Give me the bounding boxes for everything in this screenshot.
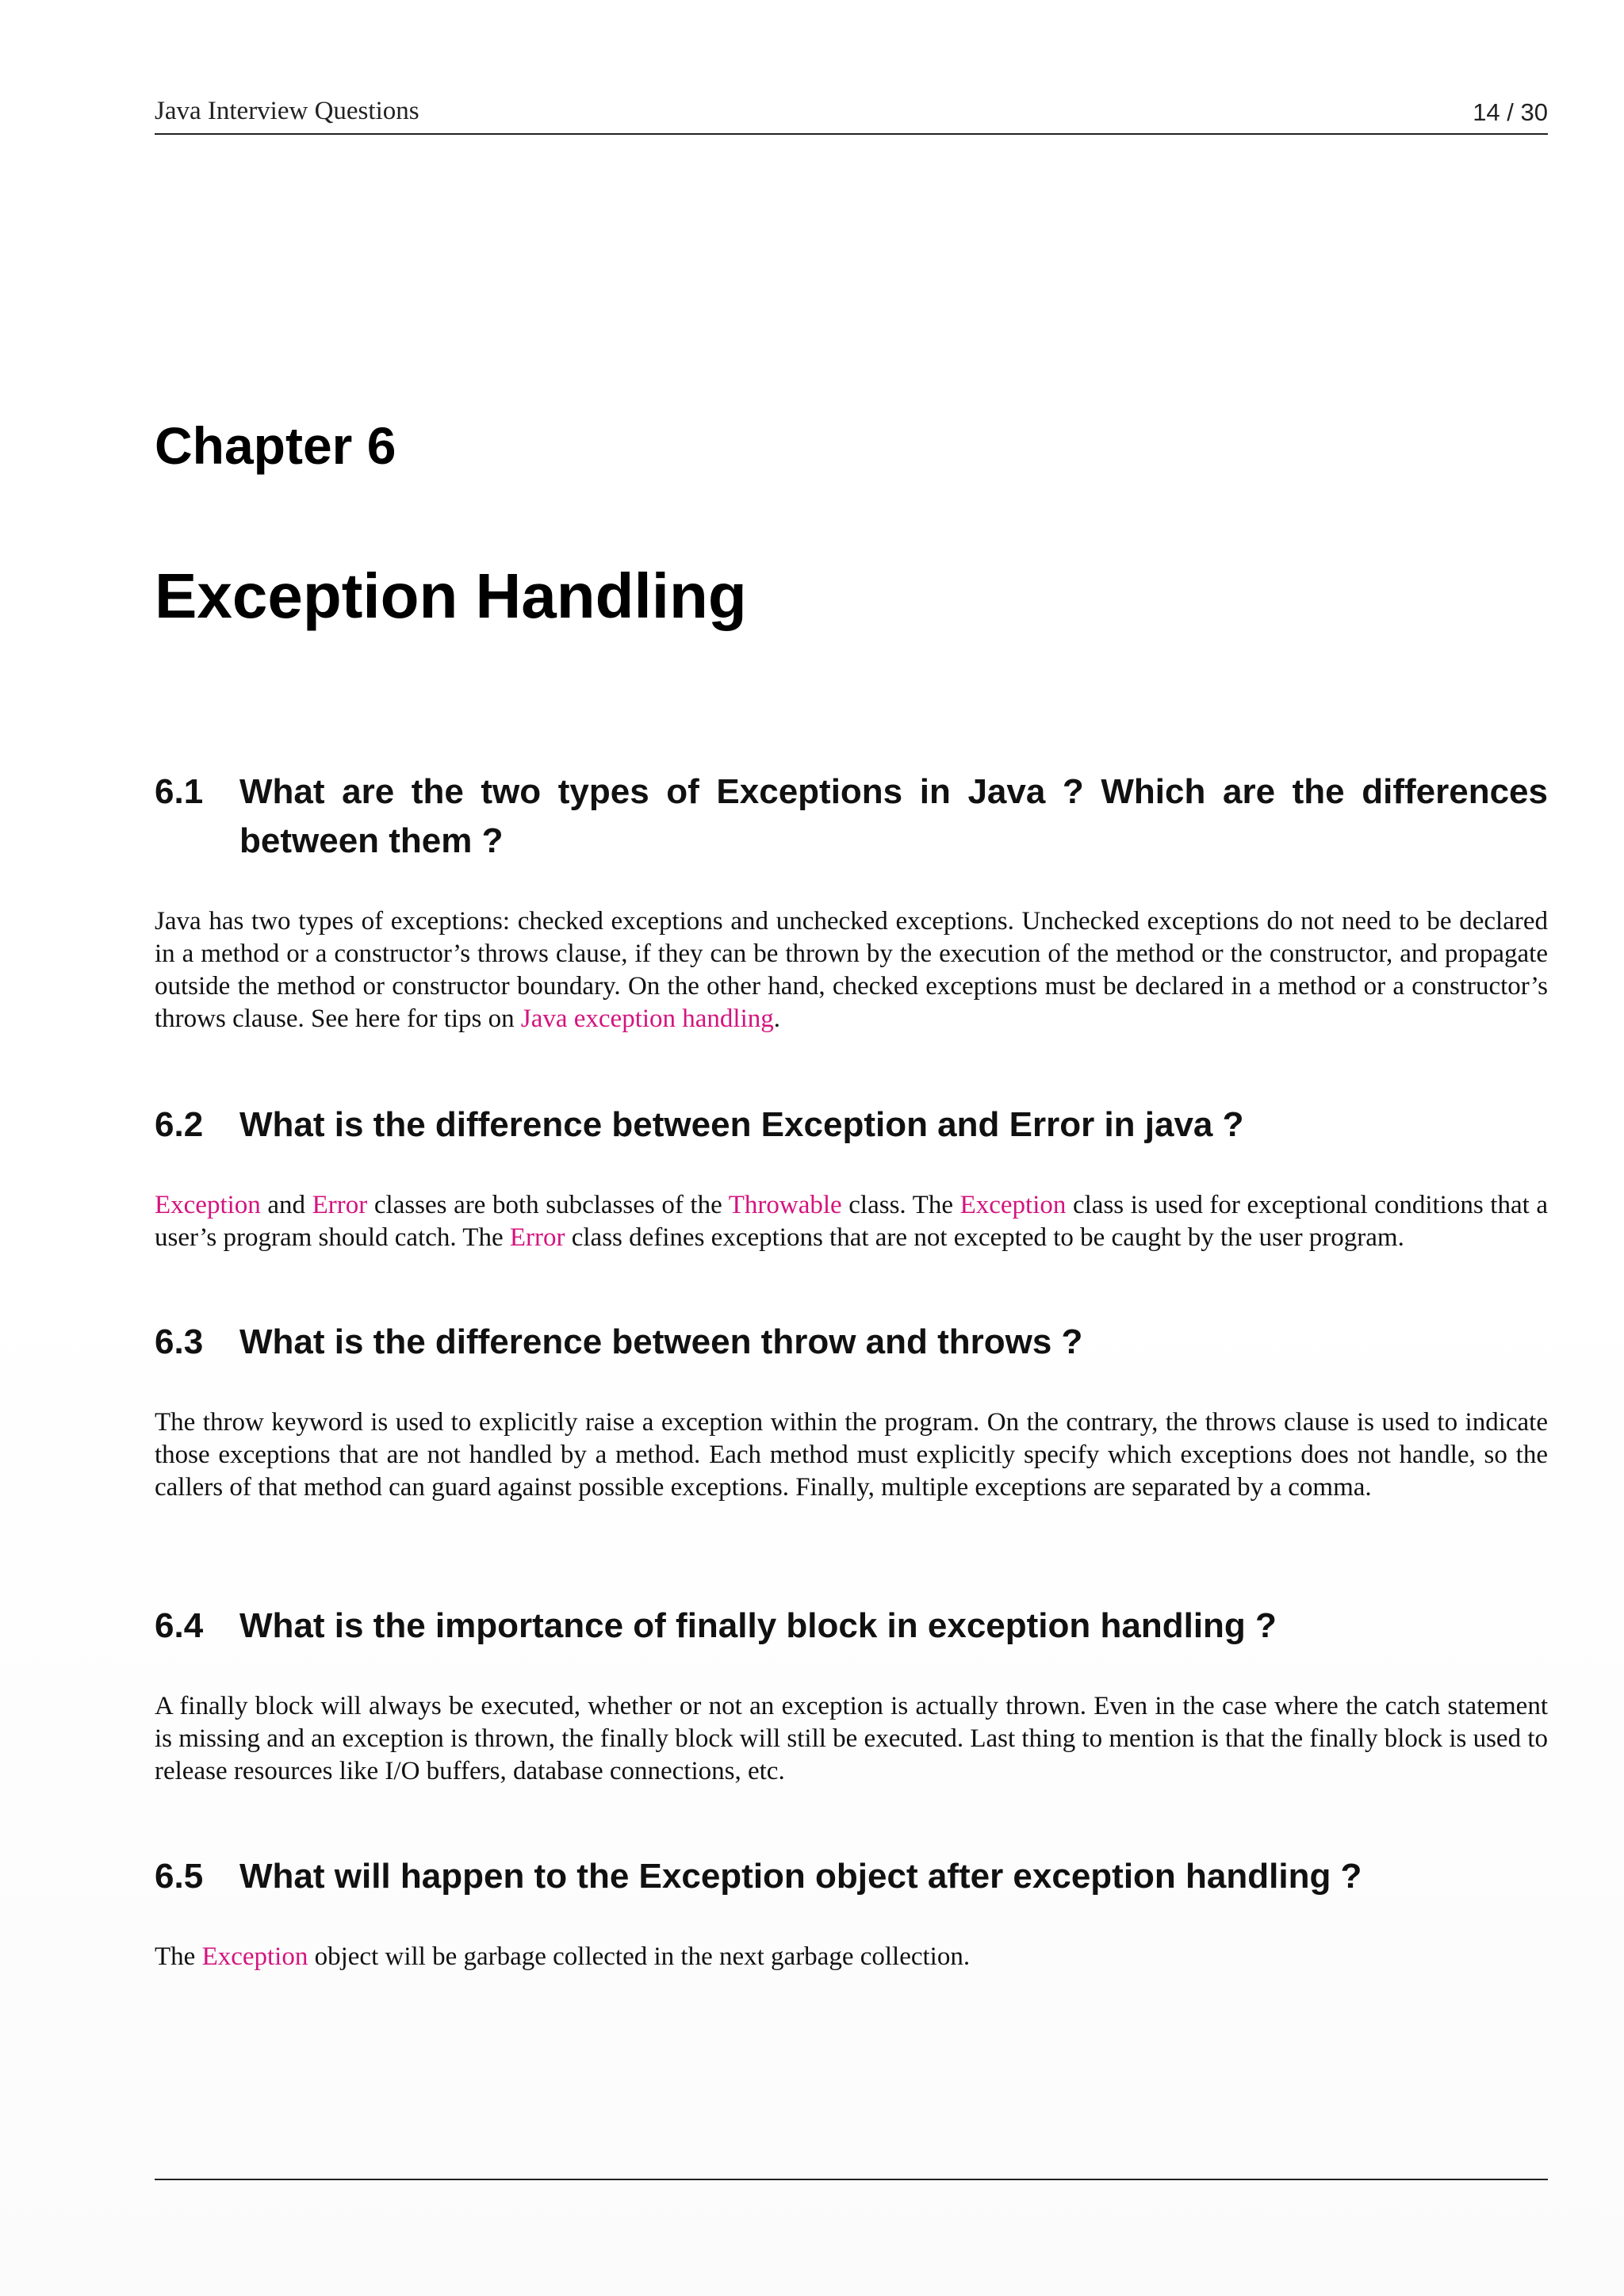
footer-rule bbox=[155, 2179, 1548, 2180]
error-link[interactable]: Error bbox=[312, 1191, 368, 1219]
body-text: class defines exceptions that are not excepted to be caught by the user program. bbox=[565, 1223, 1404, 1252]
throwable-link[interactable]: Throwable bbox=[728, 1191, 842, 1219]
section-number: 6.1 bbox=[155, 772, 204, 811]
section-title: What is the difference between Exception and Error in java ? bbox=[239, 1105, 1244, 1144]
document-title: Java Interview Questions bbox=[155, 97, 419, 125]
section-title: What will happen to the Exception object after exception handling ? bbox=[239, 1857, 1362, 1896]
section-heading-6-2 bbox=[155, 1100, 1548, 1150]
section-body-6-2 bbox=[155, 1189, 1548, 1254]
running-header bbox=[155, 94, 1548, 135]
body-text: The bbox=[155, 1942, 202, 1971]
error-link[interactable]: Error bbox=[509, 1223, 565, 1252]
section-title: What is the importance of finally block in exception handling ? bbox=[239, 1606, 1277, 1645]
body-text: class. The bbox=[841, 1191, 960, 1219]
section-heading-6-3 bbox=[155, 1318, 1548, 1367]
exception-link[interactable]: Exception bbox=[959, 1191, 1067, 1219]
exception-link[interactable]: Exception bbox=[201, 1942, 308, 1971]
section-body-6-1 bbox=[155, 905, 1548, 1035]
section-title: What are the two types of Exceptions in Java ? Which are the differences between them ? bbox=[239, 772, 1548, 860]
body-text: classes are both subclasses of the bbox=[367, 1191, 729, 1219]
section-body-6-3 bbox=[155, 1406, 1548, 1504]
body-text: Java has two types of exceptions: checked exceptions and unchecked exceptions. Unchecked exceptions do not need to be declared in a method or a constructor’s throws clause, if they can be thrown by the execution of the method or the constructor, and propagate outside the method or constructor boundary. On the other hand, checked exceptions must be declared in a method or a constructor’s throws clause. See here for tips on bbox=[155, 907, 1548, 1033]
exception-link[interactable]: Exception bbox=[155, 1191, 261, 1219]
body-text: object will be garbage collected in the next garbage collection. bbox=[308, 1942, 971, 1971]
java-exception-handling-link[interactable]: Java exception handling bbox=[520, 1004, 774, 1033]
body-text: and bbox=[260, 1191, 312, 1219]
section-heading-6-4 bbox=[155, 1601, 1548, 1651]
section-number: 6.3 bbox=[155, 1322, 204, 1361]
chapter-title: Exception Handling bbox=[155, 561, 747, 631]
section-heading-6-5 bbox=[155, 1852, 1548, 1901]
section-heading-6-1 bbox=[155, 767, 1548, 866]
body-text: class is used for exceptional conditions that a user’s program should catch. The bbox=[155, 1191, 1548, 1252]
chapter-label: Chapter 6 bbox=[155, 416, 396, 475]
section-body-6-5 bbox=[155, 1941, 1548, 1973]
page-number: 14 / 30 bbox=[1473, 98, 1548, 126]
section-number: 6.4 bbox=[155, 1606, 204, 1645]
body-text: . bbox=[773, 1004, 781, 1033]
section-title: What is the difference between throw and throws ? bbox=[239, 1322, 1083, 1361]
section-number: 6.2 bbox=[155, 1105, 204, 1144]
section-number: 6.5 bbox=[155, 1857, 204, 1896]
section-body-6-4 bbox=[155, 1690, 1548, 1788]
body-text: A finally block will always be executed, whether or not an exception is actually thrown. Even in the case where the catch statement is missing and an exception is thrown, the finally block will still be executed. Last thing to mention is that the finally block is used to release resources like I/O buffers, database connections, etc. bbox=[155, 1692, 1548, 1785]
body-text: The throw keyword is used to explicitly raise a exception within the program. On the contrary, the throws clause is used to indicate those exceptions that are not handled by a method. Each method must explicitly specify which exceptions does not handle, so the callers of that method can guard against possible exceptions. Finally, multiple exceptions are separated by a comma. bbox=[155, 1408, 1548, 1502]
